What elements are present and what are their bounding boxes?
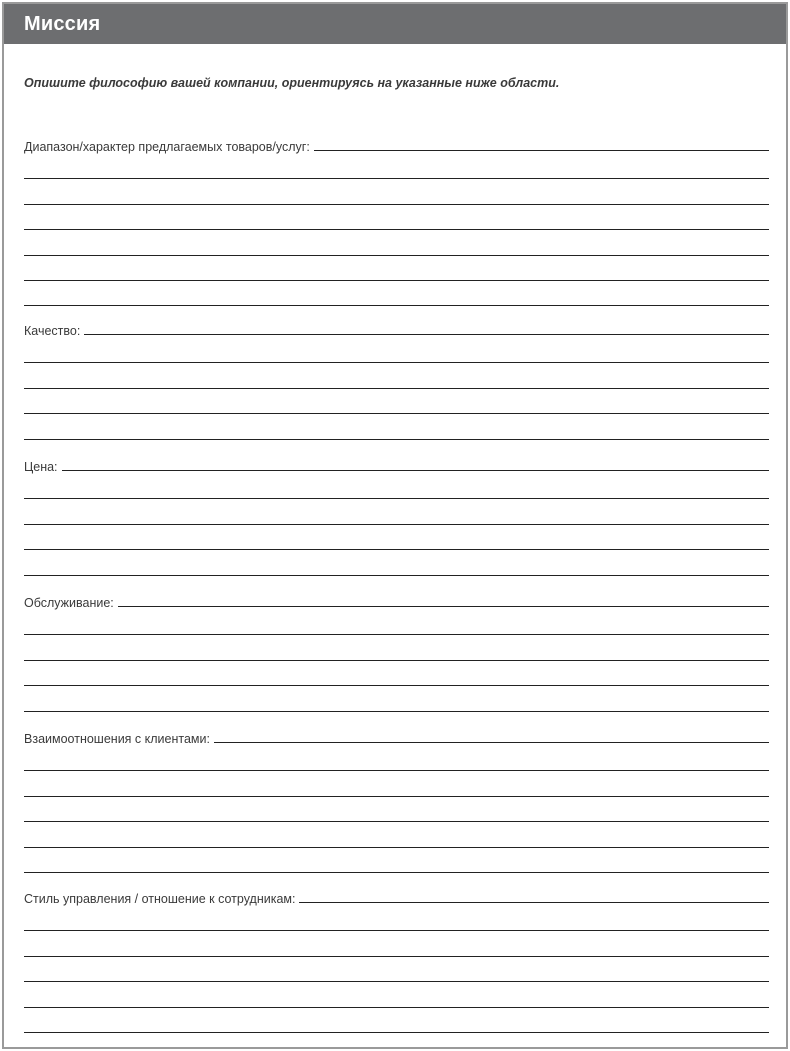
- instruction-text: Опишите философию вашей компании, ориентируясь на указанные ниже области.: [24, 76, 560, 90]
- section-label: Диапазон/характер предлагаемых товаров/услуг:: [24, 140, 310, 154]
- answer-lines: [24, 610, 769, 712]
- answer-line[interactable]: [24, 550, 769, 575]
- answer-line[interactable]: [24, 931, 769, 956]
- answer-line[interactable]: [314, 150, 769, 151]
- answer-line[interactable]: [24, 746, 769, 771]
- section-label: Взаимоотношения с клиентами:: [24, 732, 210, 746]
- section-label: Цена:: [24, 460, 58, 474]
- section-label: Качество:: [24, 324, 81, 338]
- section-label-row: [24, 590, 769, 610]
- answer-line[interactable]: [24, 822, 769, 847]
- answer-line[interactable]: [24, 154, 769, 179]
- answer-line[interactable]: [24, 205, 769, 230]
- answer-line[interactable]: [84, 334, 769, 335]
- answer-line[interactable]: [24, 525, 769, 550]
- answer-lines: [24, 906, 769, 1033]
- page-title: Миссия: [24, 12, 101, 35]
- section-label: Обслуживание:: [24, 596, 114, 610]
- section-label-row: [24, 886, 769, 906]
- header-bar: [4, 4, 786, 44]
- section-management-style: [24, 886, 769, 1033]
- answer-line[interactable]: [24, 363, 769, 388]
- section-label: Стиль управления / отношение к сотрудникам:: [24, 892, 296, 906]
- answer-lines: [24, 746, 769, 873]
- answer-line[interactable]: [24, 230, 769, 255]
- section-quality: [24, 318, 769, 440]
- answer-line[interactable]: [24, 848, 769, 873]
- section-product-range: [24, 134, 769, 306]
- answer-line[interactable]: [24, 414, 769, 439]
- answer-line[interactable]: [24, 281, 769, 306]
- answer-line[interactable]: [24, 338, 769, 363]
- answer-line[interactable]: [24, 610, 769, 635]
- answer-line[interactable]: [24, 686, 769, 711]
- answer-line[interactable]: [299, 902, 769, 903]
- answer-line[interactable]: [24, 797, 769, 822]
- answer-line[interactable]: [24, 771, 769, 796]
- answer-lines: [24, 154, 769, 306]
- answer-line[interactable]: [24, 661, 769, 686]
- section-label-row: [24, 134, 769, 154]
- answer-line[interactable]: [24, 474, 769, 499]
- answer-line[interactable]: [24, 957, 769, 982]
- answer-line[interactable]: [118, 606, 769, 607]
- answer-line[interactable]: [24, 906, 769, 931]
- answer-line[interactable]: [24, 1008, 769, 1033]
- answer-line[interactable]: [24, 256, 769, 281]
- section-customer-relations: [24, 726, 769, 873]
- answer-lines: [24, 338, 769, 440]
- section-label-row: [24, 318, 769, 338]
- answer-line[interactable]: [24, 179, 769, 204]
- answer-line[interactable]: [24, 389, 769, 414]
- answer-line[interactable]: [24, 635, 769, 660]
- section-label-row: [24, 454, 769, 474]
- answer-line[interactable]: [24, 982, 769, 1007]
- answer-line[interactable]: [214, 742, 769, 743]
- section-label-row: [24, 726, 769, 746]
- answer-line[interactable]: [62, 470, 769, 471]
- answer-lines: [24, 474, 769, 576]
- worksheet-page: [2, 2, 788, 1049]
- answer-line[interactable]: [24, 499, 769, 524]
- section-service: [24, 590, 769, 712]
- section-price: [24, 454, 769, 576]
